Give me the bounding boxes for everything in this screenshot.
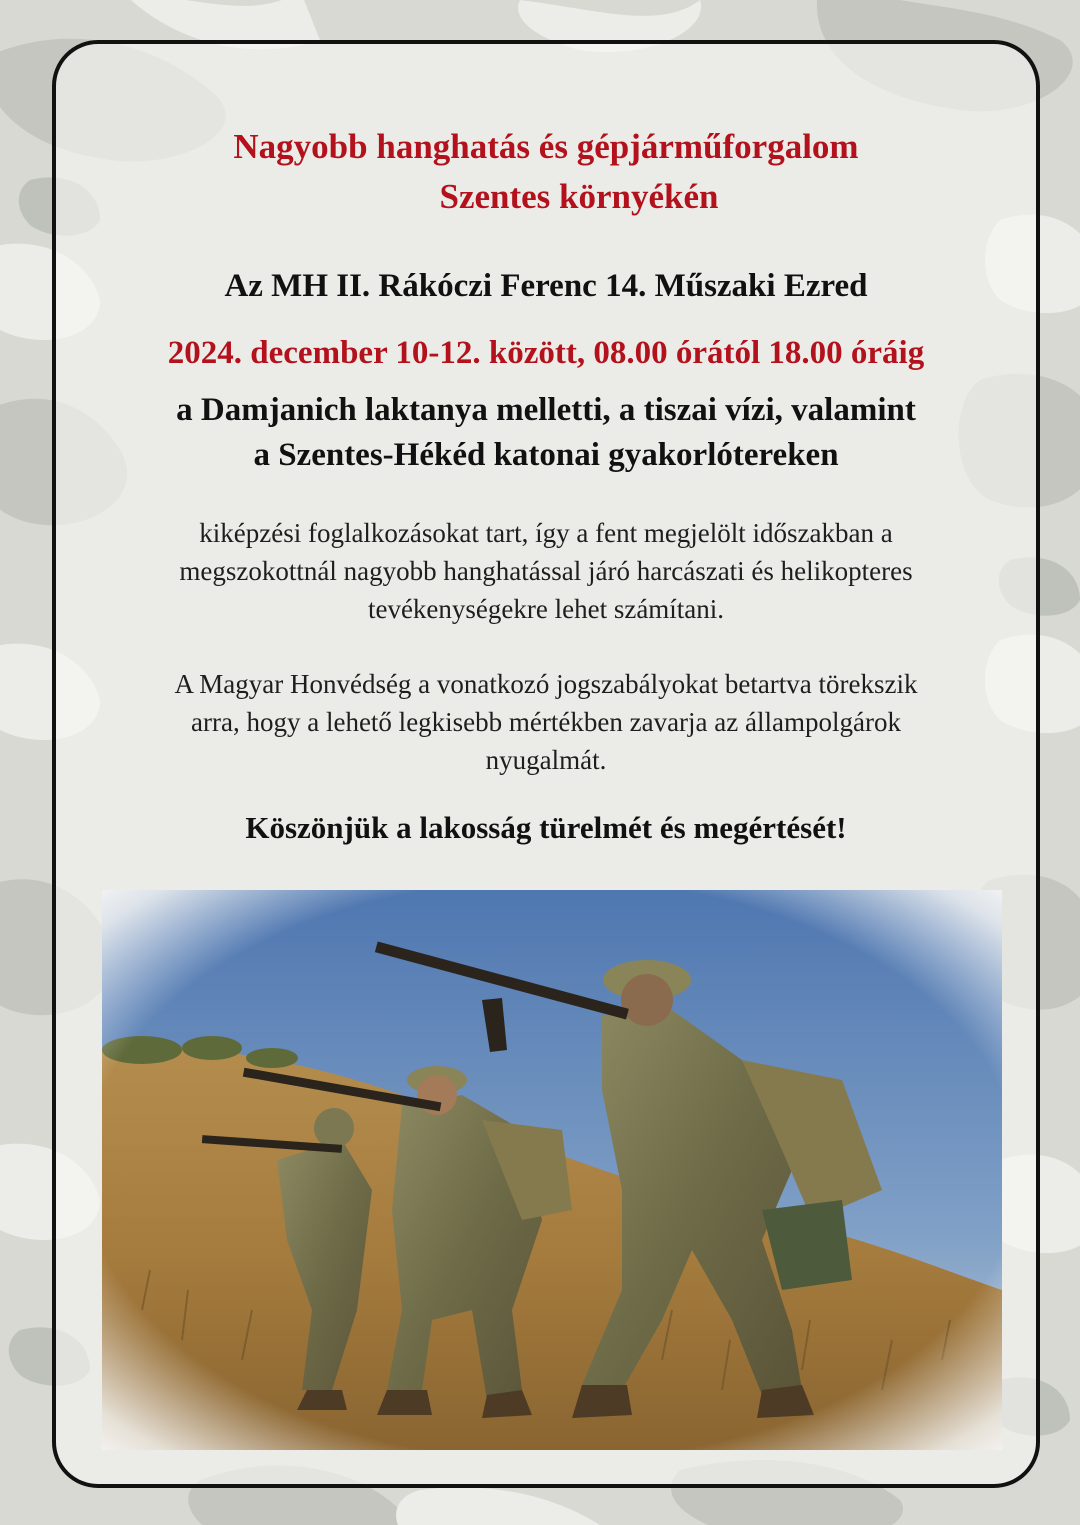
headline: [56, 122, 1036, 222]
paragraph1-line-2: megszokottnál nagyobb hanghatással járó harcászati és helikopteres: [179, 556, 913, 586]
paragraph2-line-2: arra, hogy a lehető legkisebb mértékben zavarja az állampolgárok: [191, 707, 901, 737]
notice-card: [52, 40, 1040, 1488]
soldiers-training-photo: [102, 890, 1002, 1450]
schedule-date: 2024. december 10-12. között, 08.00 órától 18.00 óráig: [167, 335, 925, 371]
headline-line-1: Nagyobb hanghatás és gépjárműforgalom: [233, 127, 859, 166]
activity-description: [56, 514, 1036, 628]
paragraph2-line-3: nyugalmát.: [485, 745, 607, 775]
paragraph1-line-1: kiképzési foglalkozásokat tart, így a fent megjelölt időszakban a: [199, 518, 893, 548]
unit-name: Az MH II. Rákóczi Ferenc 14. Műszaki Ezred: [224, 268, 868, 304]
training-location: [56, 388, 1036, 478]
army-statement: [56, 665, 1036, 779]
headline-line-2: Szentes környékén: [439, 177, 719, 216]
paragraph2-line-1: A Magyar Honvédség a vonatkozó jogszabályokat betartva törekszik: [174, 669, 918, 699]
location-line-1: a Damjanich laktanya melletti, a tiszai vízi, valamint: [176, 392, 916, 428]
paragraph1-line-3: tevékenységekre lehet számítani.: [367, 594, 725, 624]
thank-you-message: Köszönjük a lakosság türelmét és megértését!: [245, 810, 847, 845]
location-line-2: a Szentes-Hékéd katonai gyakorlótereken: [253, 437, 839, 473]
